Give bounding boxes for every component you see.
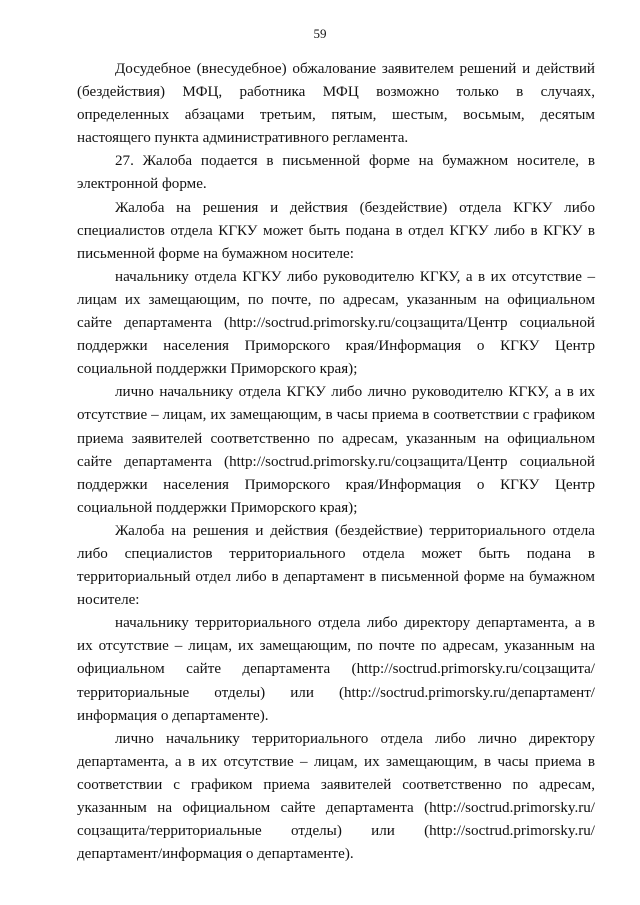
paragraph-territorial-in-person: лично начальнику территориального отдела либо лично директору департамента, а в их отсутствие – лицам, их замещающим, в часы приема в соответствии с графиком приема заявителей соответственно по адресам, указанным на официальном сайте департамента (http://soctrud.primorsky.ru/соцзащита/территориальные отделы) или (http://soctrud.primorsky.ru/департамент/информация о департаменте). xyxy=(77,730,595,863)
document-body xyxy=(77,58,595,866)
paragraph-item-27-complaint-form: 27. Жалоба подается в письменной форме на бумажном носителе, в электронной форме. xyxy=(77,153,595,193)
page-number: 59 xyxy=(313,26,327,41)
paragraph-territorial-by-mail: начальнику территориального отдела либо директору департамента, а в их отсутствие – лицам, их замещающим, по почте по адресам, указанным на официальном сайте департамента (http://soctrud.primorsky.ru/соцзащита/ территориальные отделы) или (http://soctrud.primorsky.ru/департамент/информация о департаменте). xyxy=(77,615,595,724)
paragraph-complaint-territorial-department: Жалоба на решения и действия (бездействие) территориального отдела либо специалистов территориального отдела может быть подана в территориальный отдел либо в департамент в письменной форме на бумажном носителе: xyxy=(77,522,595,609)
paragraph-kgku-by-mail: начальнику отдела КГКУ либо руководителю КГКУ, а в их отсутствие – лицам их замещающим, по почте, по адресам, указанным на официальном сайте департамента (http://soctrud.primorsky.ru/соцзащита/Центр социальной поддержки населения Приморского края/Информация о КГКУ Центр социальной поддержки Приморского края); xyxy=(77,268,595,378)
paragraph-kgku-in-person: лично начальнику отдела КГКУ либо лично руководителю КГКУ, а в их отсутствие – лицам, их замещающим, в часы приема в соответствии с графиком приема заявителей соответственно по адресам, указанным на официальном сайте департамента (http://soctrud.primorsky.ru/соцзащита/Центр социальной поддержки населения Приморского края/Информация о КГКУ Центр социальной поддержки Приморского края); xyxy=(77,384,595,516)
paragraph-pretrial-appeal-mfc: Досудебное (внесудебное) обжалование заявителем решений и действий (бездействия) МФЦ, работника МФЦ возможно только в случаях, определенных абзацами третьим, пятым, шестым, восьмым, десятым настоящего пункта административного регламента. xyxy=(77,61,595,147)
paragraph-complaint-kgku: Жалоба на решения и действия (бездействие) отдела КГКУ либо специалистов отдела КГКУ может быть подана в отдел КГКУ либо в КГКУ в письменной форме на бумажном носителе: xyxy=(77,199,595,262)
